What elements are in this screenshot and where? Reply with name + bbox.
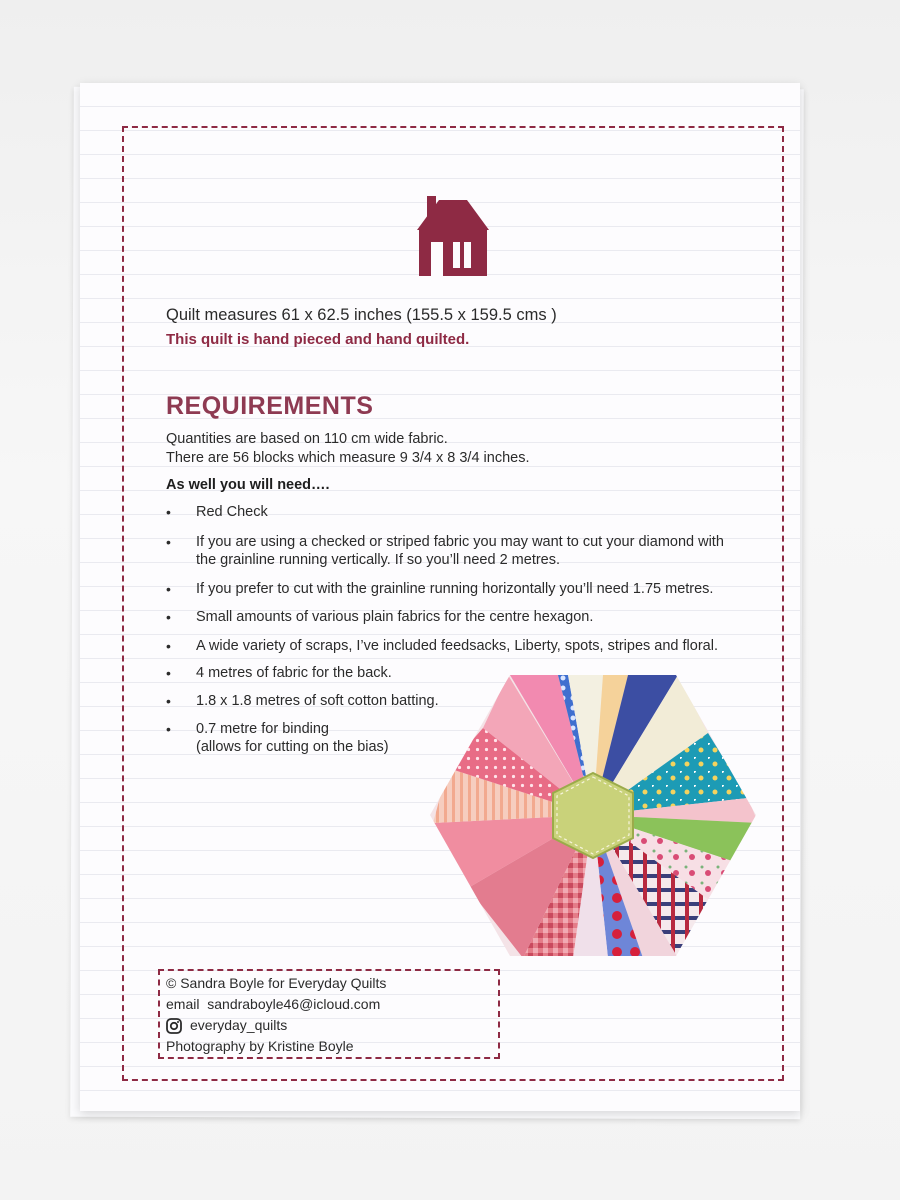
- list-item-text: If you are using a checked or striped fabric you may want to cut your diamond with the grainline running vertically. If so you’ll need 2 metres.: [196, 534, 724, 568]
- list-item-text: Small amounts of various plain fabrics for the centre hexagon.: [196, 609, 594, 625]
- list-item-text: Red Check: [196, 504, 268, 520]
- instagram-handle[interactable]: everyday_quilts: [190, 1017, 288, 1033]
- bullet-icon: •: [166, 534, 171, 550]
- hexagon-block-photo: [428, 673, 758, 958]
- house-icon: [417, 196, 489, 276]
- requirements-heading: REQUIREMENTS: [166, 392, 374, 420]
- bullet-icon: •: [166, 581, 171, 597]
- list-item-text: 1.8 x 1.8 metres of soft cotton batting.: [196, 693, 439, 709]
- list-item-text: A wide variety of scraps, I’ve included feedsacks, Liberty, spots, stripes and floral.: [196, 638, 718, 654]
- bullet-icon: •: [166, 665, 171, 681]
- bullet-icon: •: [166, 609, 171, 625]
- quantities-note: [166, 430, 726, 468]
- bullet-icon: •: [166, 721, 171, 737]
- list-item-text: If you prefer to cut with the grainline running horizontally you’ll need 1.75 metres.: [196, 581, 714, 597]
- photography-credit: Photography by Kristine Boyle: [166, 1038, 354, 1054]
- instagram-icon: [166, 1018, 182, 1034]
- bullet-icon: •: [166, 504, 171, 520]
- credits-box: [158, 969, 500, 1059]
- construction-note: This quilt is hand pieced and hand quilted.: [166, 331, 470, 348]
- quantities-note-line: Quantities are based on 110 cm wide fabric.: [166, 431, 448, 447]
- email-label: email: [166, 996, 200, 1012]
- quilt-measurements: Quilt measures 61 x 62.5 inches (155.5 x 159.5 cms ): [166, 306, 557, 324]
- need-heading: As well you will need….: [166, 477, 330, 493]
- bullet-icon: •: [166, 638, 171, 654]
- bullet-icon: •: [166, 693, 171, 709]
- email-address[interactable]: sandraboyle46@icloud.com: [207, 996, 381, 1012]
- list-item-line: 0.7 metre for binding: [196, 721, 329, 737]
- pattern-page: [80, 83, 800, 1111]
- list-item-text: 4 metres of fabric for the back.: [196, 665, 392, 681]
- email-line: [166, 996, 380, 1012]
- blocks-note-line: There are 56 blocks which measure 9 3/4 x 8 3/4 inches.: [166, 450, 530, 466]
- copyright-line: © Sandra Boyle for Everyday Quilts: [166, 975, 387, 991]
- list-item-subtext: (allows for cutting on the bias): [196, 739, 389, 755]
